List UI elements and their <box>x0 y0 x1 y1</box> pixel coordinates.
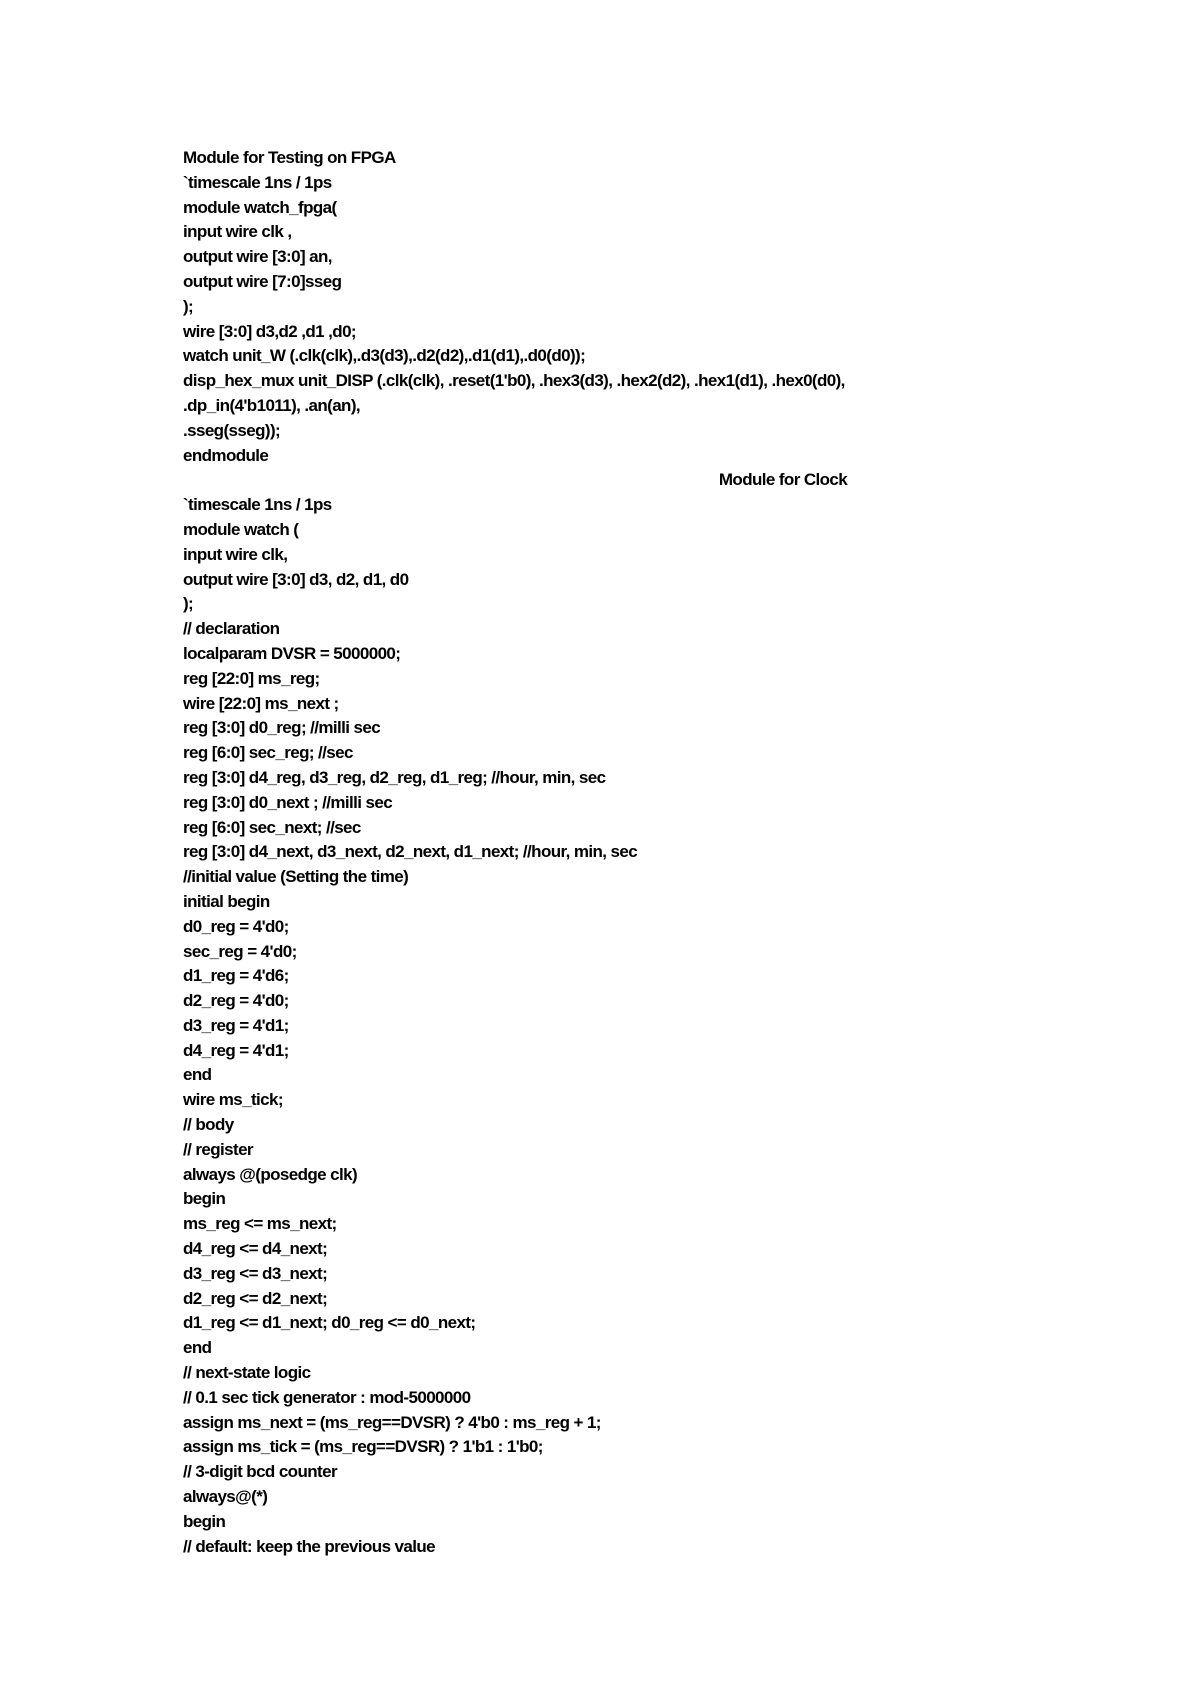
code-line: ); <box>183 296 194 316</box>
code-line: // 3-digit bcd counter <box>183 1462 337 1482</box>
code-line: localparam DVSR = 5000000; <box>183 643 401 663</box>
section-heading-clock: Module for Clock <box>718 470 848 490</box>
code-line: // body <box>183 1115 234 1135</box>
code-line: watch unit_W (.clk(clk),.d3(d3),.d2(d2),.d1(d1),.d0(d0)); <box>183 346 586 366</box>
code-line: d1_reg <= d1_next; d0_reg <= d0_next; <box>183 1313 476 1333</box>
code-line: // declaration <box>183 619 280 639</box>
code-line: `timescale 1ns / 1ps <box>183 495 332 515</box>
code-line: d4_reg <= d4_next; <box>183 1239 328 1259</box>
code-line: d0_reg = 4'd0; <box>183 916 289 936</box>
code-line: // 0.1 sec tick generator : mod-5000000 <box>183 1387 471 1407</box>
code-line: // register <box>183 1139 253 1159</box>
code-line: reg [3:0] d4_next, d3_next, d2_next, d1_next; //hour, min, sec <box>183 842 638 862</box>
code-line: sec_reg = 4'd0; <box>183 941 297 961</box>
code-line: // default: keep the previous value <box>183 1536 436 1556</box>
code-line: reg [3:0] d0_reg; //milli sec <box>183 718 381 738</box>
code-line: // next-state logic <box>183 1363 311 1383</box>
code-line: reg [3:0] d4_reg, d3_reg, d2_reg, d1_reg; //hour, min, sec <box>183 767 606 787</box>
code-line: output wire [3:0] d3, d2, d1, d0 <box>183 569 409 589</box>
code-line: input wire clk, <box>183 544 288 564</box>
code-line: assign ms_next = (ms_reg==DVSR) ? 4'b0 : ms_reg + 1; <box>183 1412 601 1432</box>
code-line: wire [3:0] d3,d2 ,d1 ,d0; <box>183 321 356 341</box>
code-line: module watch ( <box>183 519 299 539</box>
code-line: ms_reg <= ms_next; <box>183 1214 337 1234</box>
code-line: end <box>183 1338 212 1358</box>
code-line: assign ms_tick = (ms_reg==DVSR) ? 1'b1 : 1'b0; <box>183 1437 543 1457</box>
code-line: d2_reg <= d2_next; <box>183 1288 328 1308</box>
code-line: always@(*) <box>183 1487 268 1507</box>
code-line: ); <box>183 594 194 614</box>
code-line: reg [3:0] d0_next ; //milli sec <box>183 792 393 812</box>
code-line: output wire [3:0] an, <box>183 247 332 267</box>
code-line: always @(posedge clk) <box>183 1164 358 1184</box>
code-line: reg [6:0] sec_reg; //sec <box>183 743 353 763</box>
code-line: wire [22:0] ms_next ; <box>183 693 339 713</box>
code-line: input wire clk , <box>183 222 292 242</box>
code-line: reg [22:0] ms_reg; <box>183 668 320 688</box>
code-line: module watch_fpga( <box>183 197 337 217</box>
code-line: disp_hex_mux unit_DISP (.clk(clk), .reset(1'b0), .hex3(d3), .hex2(d2), .hex1(d1), .hex0(d0), <box>183 371 845 391</box>
code-line: begin <box>183 1511 226 1531</box>
code-listing <box>183 146 1143 1559</box>
code-line: d3_reg <= d3_next; <box>183 1263 328 1283</box>
code-line: reg [6:0] sec_next; //sec <box>183 817 361 837</box>
section-heading: Module for Testing on FPGA <box>183 148 396 167</box>
code-line: endmodule <box>183 445 269 465</box>
code-line: .sseg(sseg)); <box>183 420 281 440</box>
code-line: wire ms_tick; <box>183 1090 283 1110</box>
code-line: d2_reg = 4'd0; <box>183 991 289 1011</box>
code-line: d1_reg = 4'd6; <box>183 966 289 986</box>
code-line: output wire [7:0]sseg <box>183 271 342 291</box>
code-line: d3_reg = 4'd1; <box>183 1015 289 1035</box>
code-line: initial begin <box>183 891 270 911</box>
code-line: end <box>183 1065 212 1085</box>
code-line: //initial value (Setting the time) <box>183 867 409 887</box>
code-line: .dp_in(4'b1011), .an(an), <box>183 395 361 415</box>
code-line: `timescale 1ns / 1ps <box>183 172 332 192</box>
code-line: begin <box>183 1189 226 1209</box>
code-line: d4_reg = 4'd1; <box>183 1040 289 1060</box>
